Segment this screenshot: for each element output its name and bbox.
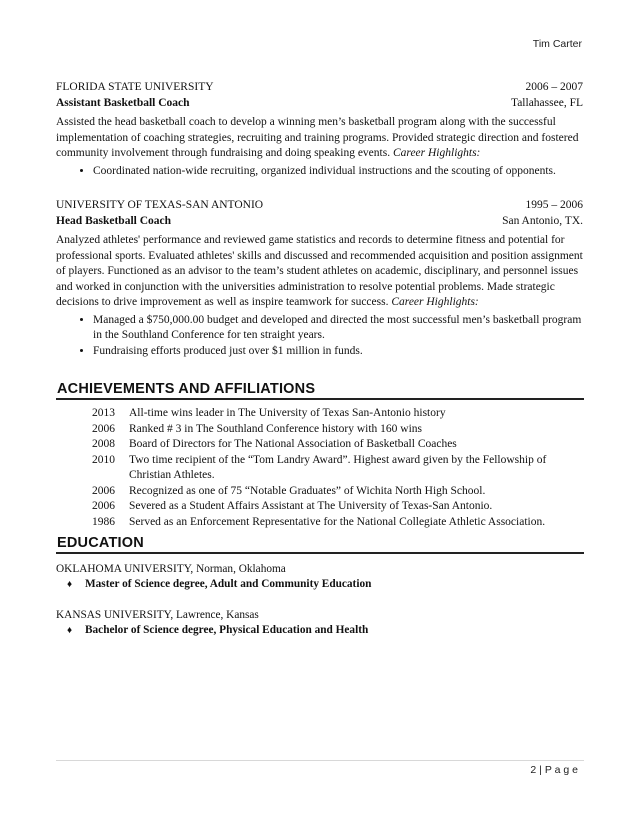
- achievements-heading-text: ACHIEVEMENTS AND AFFILIATIONS: [57, 381, 316, 397]
- job-location: San Antonio, TX.: [502, 214, 583, 227]
- achievement-year: 2013: [92, 407, 115, 419]
- job-title: Head Basketball Coach: [56, 214, 172, 227]
- achievement-item: [92, 422, 587, 438]
- job-org-row: [56, 198, 583, 214]
- education-degree: Bachelor of Science degree, Physical Education and Health: [85, 624, 369, 636]
- highlight-item: • Coordinated nation-wide recruiting, organized individual instructions and the scouting of opponents.: [93, 164, 583, 180]
- achievements-heading: [56, 378, 584, 400]
- achievement-item: [92, 484, 587, 500]
- job-description: [56, 115, 583, 162]
- education-degree-row: [67, 577, 583, 592]
- highlight-item: • Fundraising efforts produced just over $1 million in funds.: [93, 344, 583, 360]
- page-separator: |: [539, 764, 542, 776]
- job-highlights-list: [56, 164, 583, 180]
- education-school: OKLAHOMA UNIVERSITY, Norman, Oklahoma: [56, 563, 286, 575]
- career-highlights-label: Career Highlights:: [392, 147, 481, 159]
- job-description: [56, 233, 583, 311]
- education-heading-text: EDUCATION: [57, 535, 144, 551]
- achievement-item: [92, 515, 587, 531]
- page-number: 2: [530, 764, 537, 776]
- job-entry-utsa: [56, 198, 583, 359]
- diamond-bullet-icon: ♦: [67, 579, 73, 590]
- achievement-text: Recognized as one of 75 “Notable Graduates” of Wichita North High School.: [129, 484, 486, 497]
- job-title-row: [56, 214, 583, 230]
- job-dates: 1995 – 2006: [525, 199, 583, 211]
- achievement-year: 2008: [92, 438, 115, 450]
- job-title: Assistant Basketball Coach: [56, 96, 190, 109]
- job-org: UNIVERSITY OF TEXAS-SAN ANTONIO: [56, 199, 264, 211]
- education-degree-row: [67, 623, 583, 638]
- page-footer: [530, 764, 578, 776]
- page-label: P a g e: [544, 764, 578, 776]
- achievement-text: Ranked # 3 in The Southland Conference history with 160 wins: [129, 422, 422, 435]
- achievement-text: Two time recipient of the “Tom Landry Award”. Highest award given by the Fellowship of Christian Athletes.: [129, 453, 547, 481]
- achievement-text: All-time wins leader in The University of Texas San-Antonio history: [129, 407, 446, 419]
- achievement-year: 2006: [92, 500, 115, 512]
- job-org-row: [56, 80, 583, 96]
- job-dates: 2006 – 2007: [525, 81, 583, 93]
- education-list: [56, 562, 583, 638]
- job-entry-fsu: [56, 80, 583, 179]
- achievements-list: [92, 406, 587, 530]
- job-org: FLORIDA STATE UNIVERSITY: [56, 81, 214, 93]
- job-highlights-list: [56, 313, 583, 360]
- education-degree: Master of Science degree, Adult and Community Education: [85, 578, 372, 590]
- education-school: KANSAS UNIVERSITY, Lawrence, Kansas: [56, 609, 259, 621]
- highlight-item: • Managed a $750,000.00 budget and developed and directed the most successful men’s basketball program in the Southland Conference for ten straight years.: [93, 313, 583, 344]
- achievement-item: [92, 437, 587, 453]
- header-name: Tim Carter: [532, 38, 582, 50]
- achievement-text: Served as an Enforcement Representative for the National Collegiate Athletic Association.: [129, 515, 546, 528]
- achievement-year: 2006: [92, 484, 115, 497]
- achievement-year: 1986: [92, 515, 115, 528]
- job-description-text: Analyzed athletes' performance and reviewed game statistics and records to determine fitness and potential for professional sports. Evaluated athletes' skills and discussed and recommended acquisition and position assignment of players. Functioned as an advisor to the team’s student athletes on academic, disciplinary, and personnel issues and worked in conjunction with the universities administration to resolve potential problems. Made strategic decisions to drive improvement as well as inspire teamwork for success.: [56, 234, 583, 308]
- achievement-item: [92, 453, 587, 484]
- achievement-text: Board of Directors for The National Association of Basketball Coaches: [129, 438, 457, 450]
- job-location: Tallahassee, FL: [510, 96, 583, 109]
- job-title-row: [56, 96, 583, 112]
- achievement-item: [92, 499, 587, 515]
- achievement-item: [92, 406, 587, 422]
- achievement-year: 2010: [92, 453, 115, 466]
- diamond-bullet-icon: ♦: [67, 625, 73, 636]
- footer-divider: [56, 760, 584, 761]
- achievement-text: Severed as a Student Affairs Assistant at The University of Texas-San Antonio.: [129, 500, 493, 512]
- achievement-year: 2006: [92, 422, 115, 435]
- education-heading: [56, 532, 584, 554]
- career-highlights-label: Career Highlights:: [391, 296, 479, 308]
- job-description-text: Assisted the head basketball coach to develop a winning men’s basketball program along with the successful implementation of coaching strategies, recruiting and training programs. Provided strategic direction and fostered community involvement through fundraising and doing speaking events.: [56, 116, 579, 159]
